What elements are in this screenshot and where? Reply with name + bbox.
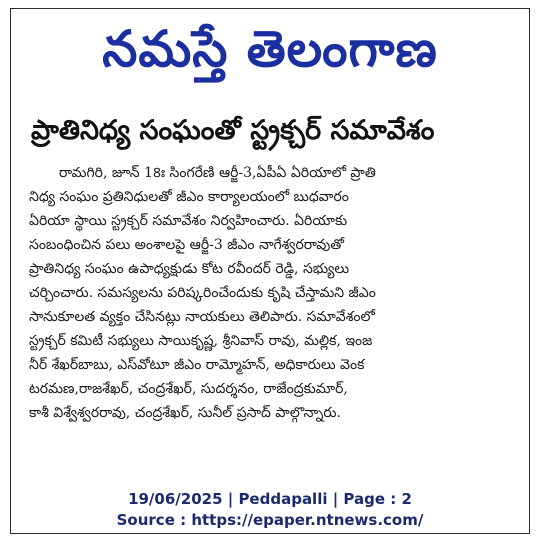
clipping-footer	[11, 489, 529, 531]
article-line: సానుకూలత వ్యక్తం చేసినట్లు నాయకులు తెలిపారు. సమావేశంలో	[29, 309, 375, 325]
article-line: ఏరియా స్థాయి స్ట్రక్చర్ సమావేశం నిర్వహించారు. ఏరియాకు	[29, 213, 348, 229]
clipping-frame	[10, 8, 530, 534]
article-body	[29, 161, 515, 425]
article-line: ప్రాతినిధ్య సంఘం ఉపాధ్యక్షుడు కోట రవీందర్ రెడ్డి, సభ్యులు	[29, 261, 350, 277]
article-line: నిధ్య సంఘం ప్రతినిధులతో జీఎం కార్యాలయంలో బుధవారం	[29, 189, 349, 205]
article-headline: ప్రాతినిధ్య సంఘంతో స్ట్రక్చర్ సమావేశం	[31, 115, 435, 146]
article-line: కాశీ విశ్వేశ్వరరావు, చంద్రశేఖర్, సునీల్ ప్రసాద్ పాల్గొన్నారు.	[29, 405, 341, 421]
article-line: స్ట్రక్చర్ కమిటీ సభ్యులు సాయికృష్ణ, శ్రీనివాస్ రావు, మల్లిక, ఇంజ	[29, 333, 373, 349]
article-line: నీర్ శేఖర్‌బాబు, ఎస్‌వోటూ జీఎం రామ్మోహన్, అధికారులు వెంక	[29, 357, 365, 373]
article-line: రామగిరి, జూన్ 18ః సింగరేణి ఆర్జీ-3,ఏపీఏ ఏరియాలో ప్రాతి	[59, 165, 376, 181]
article-line: టరమణ,రాజశేఖర్, చంద్రశేఖర్, సుదర్శనం, రాజేంద్రకుమార్,	[29, 381, 348, 397]
date-edition-line: 19/06/2025 | Peddapalli | Page : 2	[128, 490, 412, 508]
article-line: సంబంధించిన పలు అంశాలపై ఆర్జీ-3 జీఎం నాగేశ్వరరావుతో	[29, 237, 345, 253]
article-line: చర్చించారు. సమస్యలను పరిష్కరించేందుకు కృషి చేస్తామని జీఎం	[29, 285, 376, 301]
newspaper-masthead: నమస్తే తెలంగాణ	[102, 20, 438, 78]
source-line: Source : https://epaper.ntnews.com/	[116, 511, 424, 529]
